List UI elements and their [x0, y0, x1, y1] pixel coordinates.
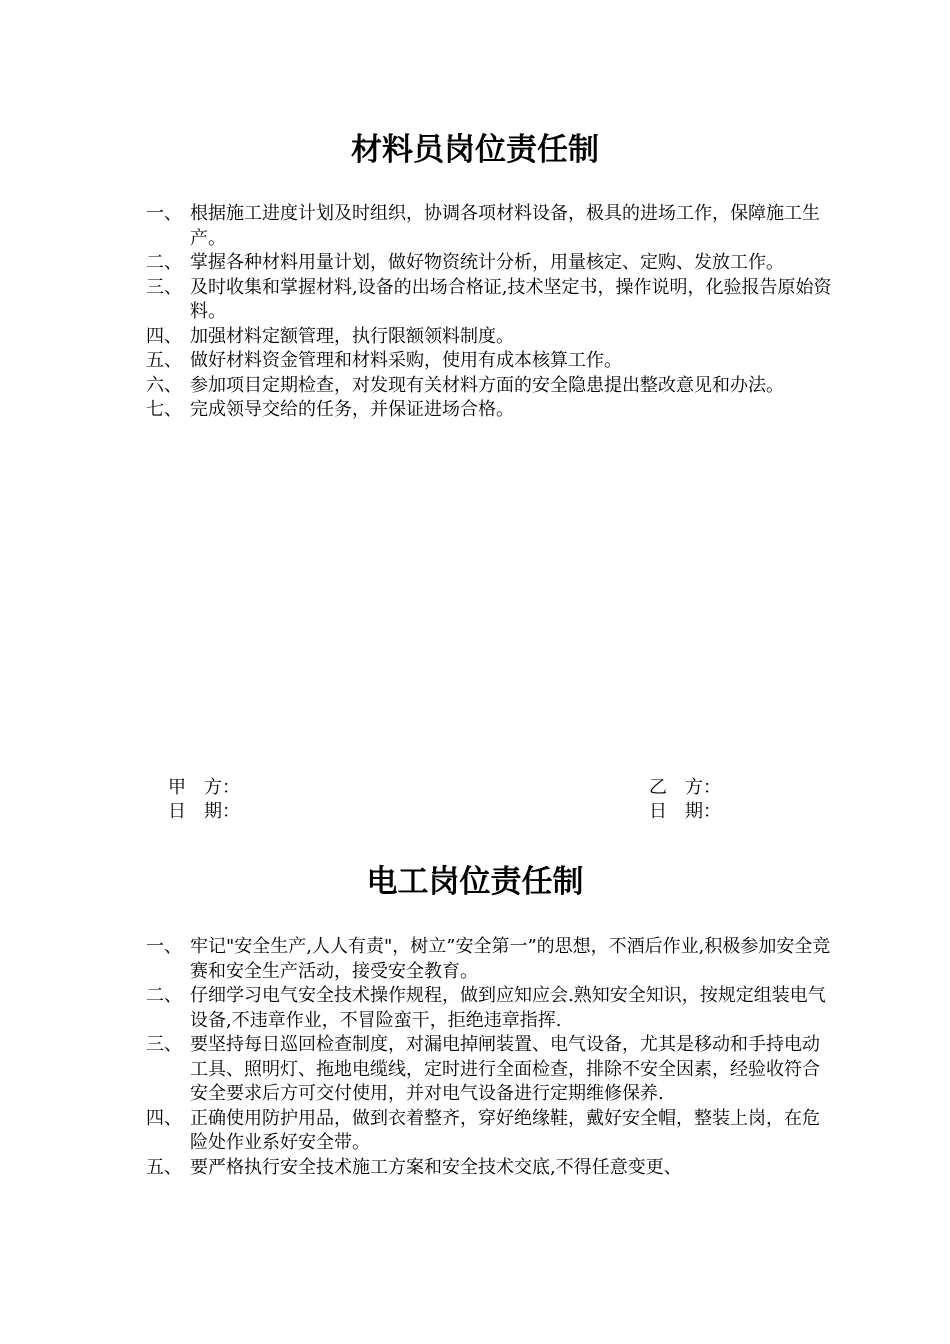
list-item — [146, 398, 836, 423]
item-number: 六、 — [146, 374, 182, 396]
list-item — [146, 325, 836, 350]
list-item — [146, 202, 836, 251]
item-number: 二、 — [146, 985, 182, 1006]
list-item — [146, 251, 836, 276]
item-text: 牢记"安全生产,人人有责"，树立”安全第一”的思想，不酒后作业,积极参加安全竞赛和安全生产活动，接受安全教育。 — [190, 936, 831, 982]
item-text: 正确使用防护用品，做到衣着整齐，穿好绝缘鞋，戴好安全帽，整装上岗，在危险处作业系好安全带。 — [190, 1107, 820, 1153]
section-title-electrician: 电工岗位责任制 — [366, 864, 584, 900]
item-text: 做好材料资金管理和材料采购，使用有成本核算工作。 — [190, 350, 622, 371]
item-text: 仔细学习电气安全技术操作规程，做到应知应会.熟知安全知识，按规定组装电气设备,不违章作业，不冒险蛮干，拒绝违章指挥. — [190, 985, 826, 1031]
list-item — [146, 276, 836, 325]
list-item — [146, 935, 836, 984]
item-number: 五、 — [146, 350, 182, 371]
material-clerk-duties-list — [146, 202, 836, 423]
item-text: 参加项目定期检查，对发现有关材料方面的安全隐患提出整改意见和办法。 — [190, 374, 784, 396]
item-text: 要严格执行安全技术施工方案和安全技术交底,不得任意变更、 — [190, 1156, 682, 1178]
party-a-date-label: 日 期： — [168, 801, 240, 822]
item-text: 完成领导交给的任务，并保证进场合格。 — [190, 399, 514, 420]
party-b-date-label: 日 期： — [649, 801, 721, 822]
item-number: 三、 — [146, 1034, 182, 1055]
item-text: 要坚持每日巡回检查制度，对漏电掉闸装置、电气设备，尤其是移动和手持电动工具、照明灯、拖地电缆线，定时进行全面检查，排除不安全因素，经验收符合安全要求后方可交付使用，并对电气设备进行定期维修保养. — [190, 1034, 820, 1104]
item-text: 及时收集和掌握材料,设备的出场合格证,技术坚定书，操作说明，化验报告原始资料。 — [190, 276, 832, 322]
item-text: 根据施工进度计划及时组织，协调各项材料设备，极具的进场工作，保障施工生产。 — [190, 203, 820, 249]
item-number: 一、 — [146, 203, 182, 224]
list-item — [146, 374, 836, 399]
item-number: 四、 — [146, 325, 182, 347]
item-number: 五、 — [146, 1156, 182, 1178]
party-b-label: 乙 方： — [649, 777, 721, 798]
list-item — [146, 1033, 836, 1107]
list-item — [146, 1107, 836, 1156]
item-number: 四、 — [146, 1107, 182, 1129]
item-text: 掌握各种材料用量计划，做好物资统计分析，用量核定、定购、发放工作。 — [190, 252, 784, 273]
party-a-label: 甲 方： — [168, 777, 240, 798]
section-title-material-clerk: 材料员岗位责任制 — [351, 132, 599, 168]
list-item — [146, 1156, 836, 1181]
list-item — [146, 349, 836, 374]
electrician-duties-list — [146, 935, 836, 1180]
list-item — [146, 984, 836, 1033]
item-number: 一、 — [146, 936, 182, 957]
item-number: 二、 — [146, 252, 182, 273]
item-text: 加强材料定额管理，执行限额领料制度。 — [190, 325, 514, 347]
item-number: 三、 — [146, 276, 182, 298]
item-number: 七、 — [146, 399, 182, 420]
